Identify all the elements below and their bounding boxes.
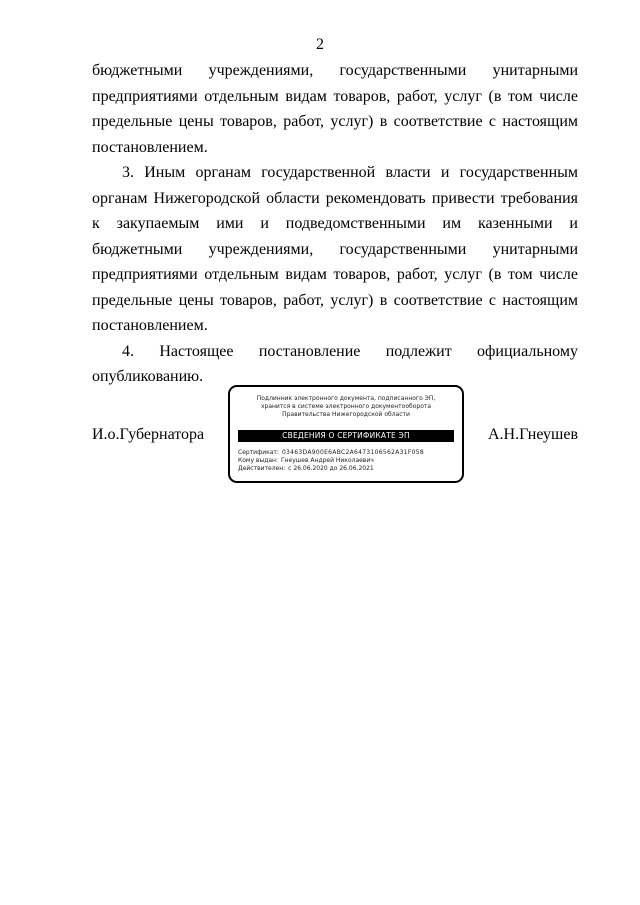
validity-label: Действителен: — [238, 465, 286, 472]
validity-value: с 26.06.2020 до 26.06.2021 — [288, 465, 374, 472]
certificate-label: Сертификат: — [238, 449, 279, 456]
issued-to-label: Кому выдан: — [238, 457, 278, 464]
signature-block — [92, 385, 578, 487]
certificate-info-bar: СВЕДЕНИЯ О СЕРТИФИКАТЕ ЭП — [238, 430, 454, 442]
stamp-header-line: Правительства Нижегородской области — [282, 411, 410, 418]
certificate-value: 03463DA900E6ABC2A6473106562A31F058 — [281, 449, 424, 456]
electronic-signature-stamp — [228, 385, 464, 483]
certificate-row — [238, 449, 456, 457]
issued-to-value: Гнеушев Андрей Николаевич — [280, 457, 374, 464]
paragraph-item-3: 3. Иным органам государственной власти и государственным органам Нижегородской области рекомендовать привести требования к закупаемым ими и подведомственными им казенными и бюджетными учреждениями, государственными унитарными предприятиями отдельным видам товаров, работ, услуг (в том числе предельные цены товаров, работ, услуг) в соответствие с настоящим постановлением. — [92, 164, 578, 334]
signatory-name: А.Н.Гнеушев — [488, 426, 578, 443]
paragraph-continuation: бюджетными учреждениями, государственными унитарными предприятиями отдельным видам товаров, работ, услуг (в том числе предельные цены товаров, работ, услуг) в соответствие с настоящим постановлением. — [92, 62, 578, 156]
issued-to-row — [238, 457, 456, 465]
certificate-details — [238, 449, 456, 473]
stamp-header-line: Подлинник электронного документа, подписанного ЭП, — [256, 395, 436, 402]
validity-row — [238, 465, 456, 473]
stamp-header-line: хранится в системе электронного документооборота — [260, 403, 432, 410]
signatory-title: И.о.Губернатора — [92, 426, 205, 443]
paragraph-item-4: 4. Настоящее постановление подлежит официальному опубликованию. — [92, 342, 578, 385]
page-number: 2 — [316, 36, 324, 53]
document-body — [92, 58, 578, 390]
stamp-header — [230, 395, 462, 419]
